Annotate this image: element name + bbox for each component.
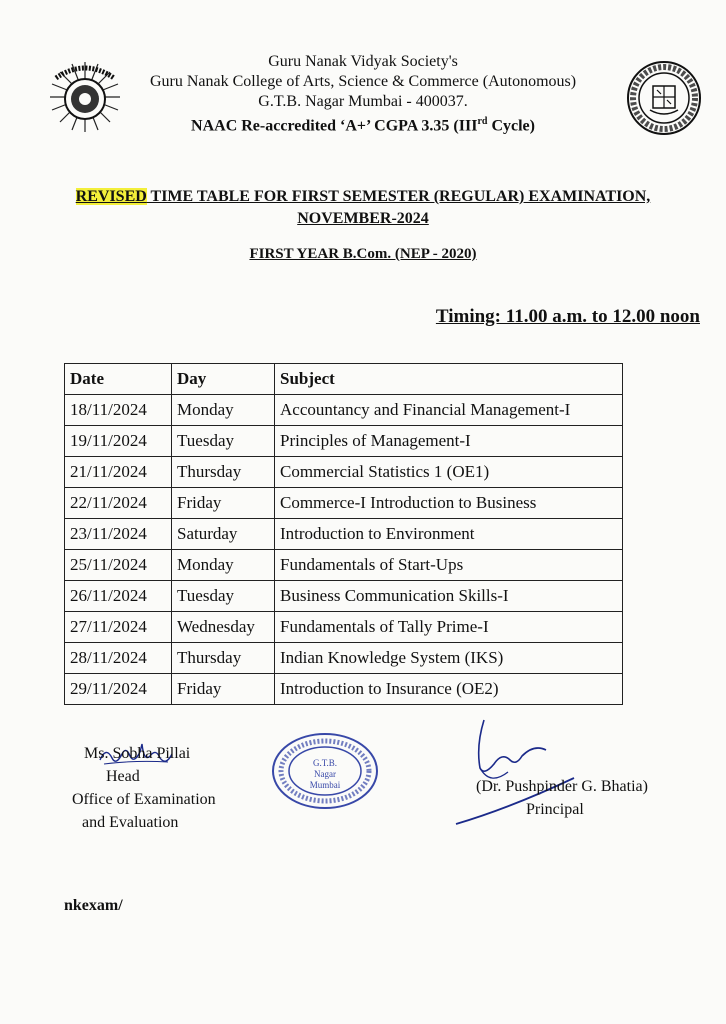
naac-cycle: Cycle) [487, 117, 535, 135]
cell-day: Thursday [172, 643, 275, 674]
document-reference: nkexam/ [64, 897, 123, 914]
table-row [65, 612, 623, 643]
table-row [65, 519, 623, 550]
society-name: Guru Nanak Vidyak Society's [268, 53, 458, 70]
cell-day: Thursday [172, 457, 275, 488]
cell-subject: Introduction to Insurance (OE2) [275, 674, 623, 705]
exam-timetable [64, 363, 623, 705]
cell-date: 28/11/2024 [65, 643, 172, 674]
timetable-title-line1 [0, 188, 726, 206]
timetable-title-line2 [0, 210, 726, 228]
table-row [65, 457, 623, 488]
table-row [65, 674, 623, 705]
cell-day: Tuesday [172, 581, 275, 612]
college-name: Guru Nanak College of Arts, Science & Commerce (Autonomous) [149, 73, 577, 90]
cell-subject: Commerce-I Introduction to Business [275, 488, 623, 519]
college-stamp [270, 731, 380, 811]
principal-name: (Dr. Pushpinder G. Bhatia) [476, 778, 648, 795]
cell-subject: Accountancy and Financial Management-I [275, 395, 623, 426]
naac-superscript: rd [477, 116, 488, 127]
cell-subject: Introduction to Environment [275, 519, 623, 550]
cell-subject: Commercial Statistics 1 (OE1) [275, 457, 623, 488]
programme-name: FIRST YEAR B.Com. (NEP - 2020) [249, 246, 477, 262]
head-office-line1: Office of Examination [72, 791, 216, 808]
cell-subject: Principles of Management-I [275, 426, 623, 457]
cell-subject: Indian Knowledge System (IKS) [275, 643, 623, 674]
cell-date: 26/11/2024 [65, 581, 172, 612]
principal-signatory-block [476, 775, 648, 821]
cell-date: 29/11/2024 [65, 674, 172, 705]
cell-day: Monday [172, 395, 275, 426]
title-text: TIME TABLE FOR FIRST SEMESTER (REGULAR) EXAMINATION, [146, 188, 651, 205]
head-role: Head [106, 768, 140, 785]
header-day: Day [172, 364, 275, 395]
table-row [65, 643, 623, 674]
cell-subject: Business Communication Skills-I [275, 581, 623, 612]
principal-role: Principal [526, 801, 584, 818]
table-row [65, 426, 623, 457]
college-address: G.T.B. Nagar Mumbai - 400037. [258, 93, 468, 110]
cell-day: Tuesday [172, 426, 275, 457]
table-row [65, 395, 623, 426]
cell-day: Saturday [172, 519, 275, 550]
table-header-row [65, 364, 623, 395]
svg-text:G.T.B.: G.T.B. [312, 758, 338, 768]
svg-text:Mumbai: Mumbai [309, 780, 341, 790]
college-header [0, 52, 726, 136]
cell-date: 27/11/2024 [65, 612, 172, 643]
table-row [65, 581, 623, 612]
cell-day: Friday [172, 674, 275, 705]
head-name: Ms. Sobha Pillai [84, 745, 191, 762]
revised-highlight: REVISED [75, 188, 147, 205]
cell-date: 19/11/2024 [65, 426, 172, 457]
header-date: Date [65, 364, 172, 395]
svg-text:Nagar: Nagar [314, 769, 336, 779]
cell-date: 22/11/2024 [65, 488, 172, 519]
cell-subject: Fundamentals of Start-Ups [275, 550, 623, 581]
cell-day: Monday [172, 550, 275, 581]
naac-accreditation [0, 112, 726, 136]
timetable-subtitle [0, 246, 726, 263]
cell-date: 23/11/2024 [65, 519, 172, 550]
exam-timing: Timing: 11.00 a.m. to 12.00 noon [435, 306, 700, 327]
cell-subject: Fundamentals of Tally Prime-I [275, 612, 623, 643]
cell-date: 18/11/2024 [65, 395, 172, 426]
naac-text: NAAC Re-accredited ‘A+’ CGPA 3.35 (III [191, 117, 478, 135]
head-signatory-block [72, 742, 216, 834]
table-row [65, 488, 623, 519]
exam-month: NOVEMBER-2024 [297, 210, 429, 227]
head-office-line2: and Evaluation [82, 814, 179, 831]
cell-day: Friday [172, 488, 275, 519]
cell-date: 21/11/2024 [65, 457, 172, 488]
header-subject: Subject [275, 364, 623, 395]
cell-date: 25/11/2024 [65, 550, 172, 581]
table-row [65, 550, 623, 581]
cell-day: Wednesday [172, 612, 275, 643]
